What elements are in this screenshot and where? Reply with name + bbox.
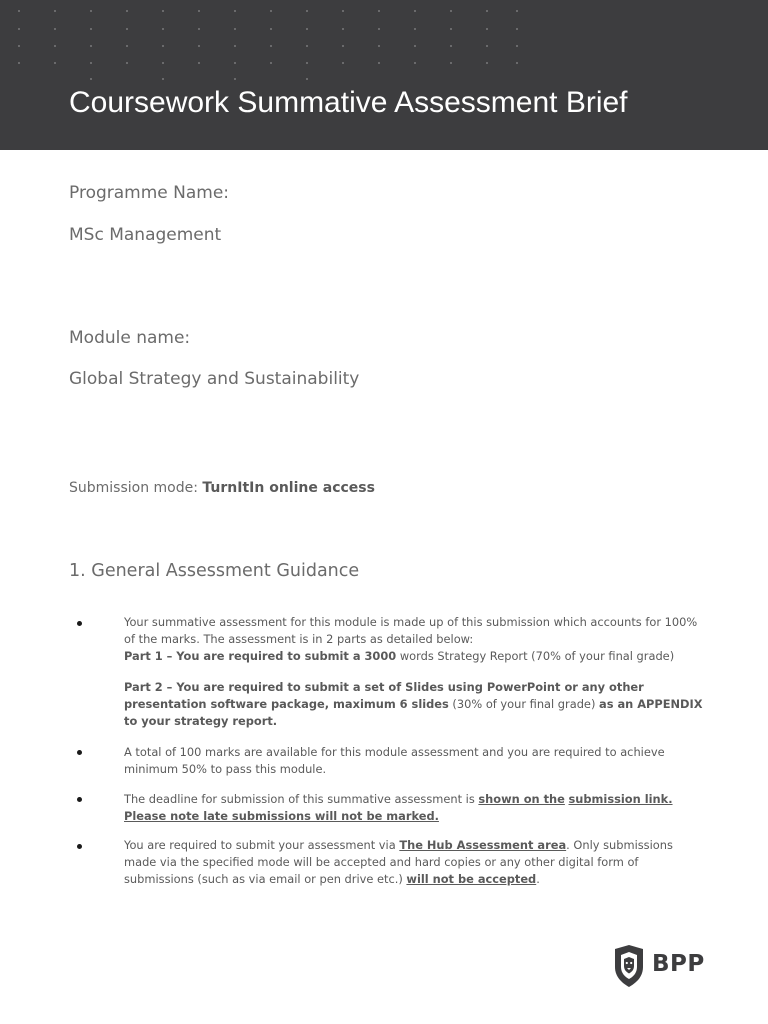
- hub-text-3: .: [536, 872, 540, 886]
- bullet-1-intro: Your summative assessment for this module is made up of this submission which accounts for 100% of the marks. The assessment is in 2 parts as detailed below:: [124, 615, 698, 646]
- bullet-paragraph-3: [124, 791, 706, 825]
- part1-label: Part 1 – You are required to submit a 3000: [124, 649, 397, 663]
- module-label: Module name:: [69, 328, 191, 348]
- bullet-icon: [77, 750, 82, 755]
- module-value: Global Strategy and Sustainability: [69, 369, 360, 389]
- hub-text-2: . Only submissions made via the specified mode will be accepted and hard copies or any other digital form of submissions (such as via email or pen drive etc.): [124, 838, 673, 886]
- header-banner: [0, 0, 768, 150]
- deadline-link-1[interactable]: shown on the: [478, 792, 565, 806]
- not-accepted-text: will not be accepted: [406, 872, 537, 886]
- bullet-paragraph-4: [124, 837, 706, 888]
- bullet-paragraph-1: [124, 614, 706, 665]
- bullet-icon: [77, 621, 82, 626]
- bullet-icon: [77, 797, 82, 802]
- bpp-logo-text: BPP: [652, 951, 705, 977]
- deadline-text: The deadline for submission of this summative assessment is: [124, 792, 479, 806]
- dot-pattern: [0, 0, 768, 90]
- bullet-paragraph-2: A total of 100 marks are available for this module assessment and you are required to achieve minimum 50% to pass this module.: [124, 745, 665, 776]
- part1-rest: words Strategy Report (70% of your final grade): [396, 649, 675, 663]
- bullet-icon: [77, 844, 82, 849]
- document-title: Coursework Summative Assessment Brief: [69, 86, 628, 119]
- part2-label: Part 2: [124, 680, 163, 694]
- deadline-link-2[interactable]: submission link. Please note late submissions will not be marked.: [124, 792, 673, 823]
- part2-paragraph: [124, 679, 706, 730]
- part2-mid: (30% of your final grade): [448, 697, 600, 711]
- programme-label: Programme Name:: [69, 183, 230, 203]
- submission-mode: [69, 480, 375, 496]
- submission-value: TurnItIn online access: [202, 480, 375, 496]
- programme-value: MSc Management: [69, 225, 222, 245]
- submission-label: Submission mode:: [69, 480, 198, 496]
- section-heading: 1. General Assessment Guidance: [69, 561, 360, 581]
- hub-text-1: You are required to submit your assessment via: [124, 838, 400, 852]
- hub-assessment-link[interactable]: The Hub Assessment area: [399, 838, 567, 852]
- part2-bold-1: – You are required to submit a set of Slides using PowerPoint or any other presentation software package, maximum 6 slides: [124, 680, 644, 711]
- part2-bold-2: as an APPENDIX to your strategy report.: [124, 697, 703, 728]
